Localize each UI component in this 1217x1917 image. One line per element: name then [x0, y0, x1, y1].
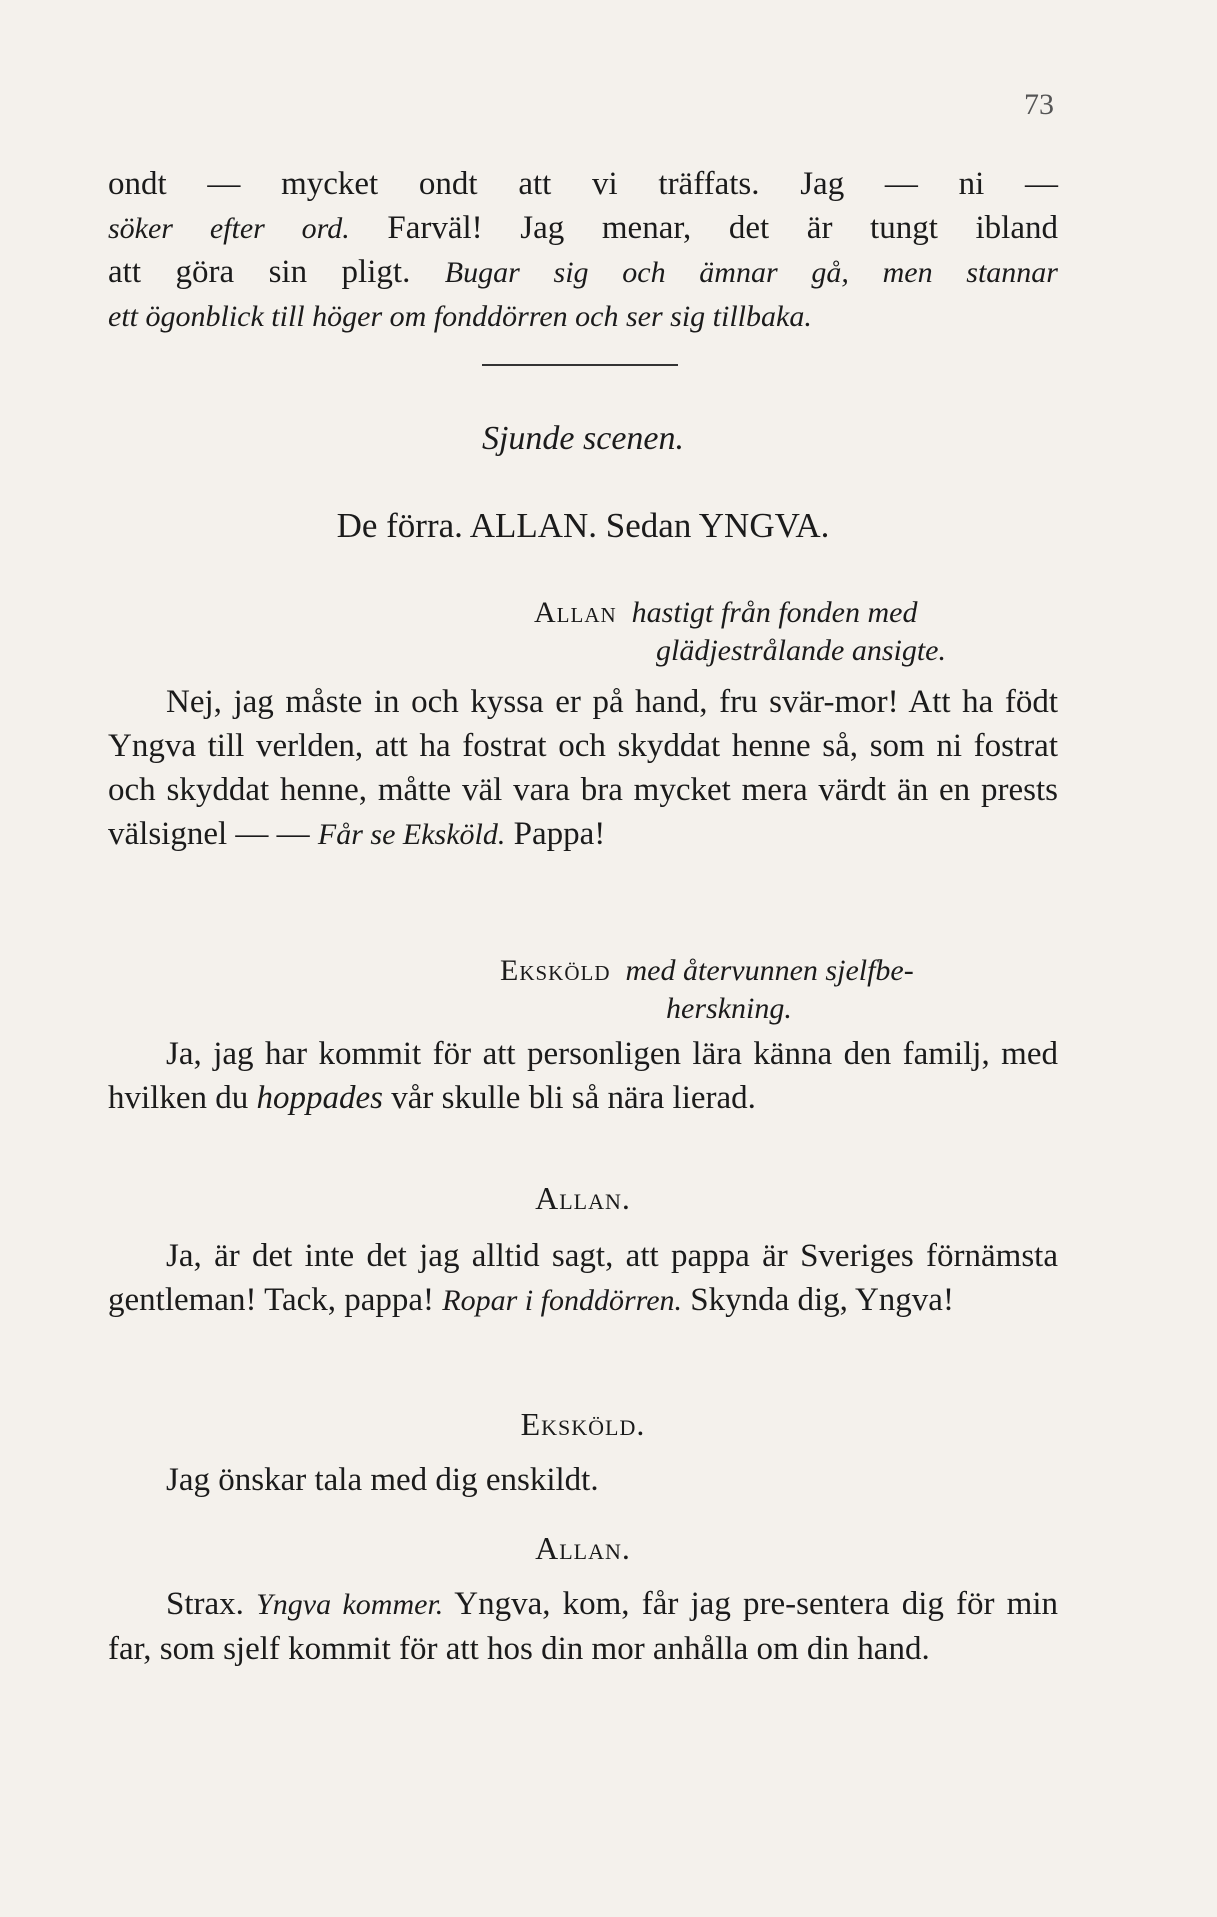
speaker-heading	[534, 594, 917, 632]
speaker-name: Allan	[534, 596, 617, 629]
book-page	[108, 88, 1058, 1868]
speaker-name: Allan.	[535, 1530, 631, 1566]
scene-title: Sjunde scenen.	[481, 420, 685, 457]
stage-direction: Ropar i fonddörren.	[442, 1284, 683, 1317]
dialogue-paragraph: Strax. Yngva kommer. Yngva, kom, får jag pre-sentera dig för min far, som sjelf kommit för att hos din mor anhålla om din hand.	[108, 1586, 1059, 1667]
dialogue-text: Farväl! Jag menar, det är tungt ibland	[349, 210, 1058, 246]
scene-divider	[482, 364, 678, 366]
dialogue-text: att göra sin pligt.	[108, 254, 445, 290]
speaker-name: Eksköld.	[520, 1406, 646, 1442]
dialogue-paragraph: Nej, jag måste in och kyssa er på hand, fru svär-mor! Att ha födt Yngva till verlden, att ha fostrat och skyddat henne så, som ni fostrat och skyddat henne, måtte väl vara bra mycket mera värdt än en prests välsignel — — Får se Ekskӧld. Pappa!	[108, 684, 1058, 852]
emphasis: hoppades	[256, 1080, 383, 1116]
opening-line-3	[108, 250, 1058, 295]
opening-line-2	[108, 206, 1058, 251]
stage-direction: ett ögonblick till höger om fonddörren och ser sig tillbaka.	[108, 300, 812, 333]
cast-list: De förra. ALLAN. Sedan YNGVA.	[336, 506, 830, 545]
opening-line-1: ondt — mycket ondt att vi träffats. Jag — ni —	[108, 166, 1058, 202]
stage-direction: Bugar sig och ämnar gå, men stannar	[444, 256, 1058, 289]
stage-direction-continued: glädjestrålande ansigte.	[656, 634, 946, 667]
stage-direction-continued: herskning.	[666, 992, 792, 1025]
stage-direction: Får se Ekskӧld.	[317, 818, 506, 851]
page-number: 73	[1024, 88, 1054, 121]
dialogue-paragraph: Ja, är det inte det jag alltid sagt, att pappa är Sveriges förnämsta gentleman! Tack, pappa! Ropar i fonddörren. Skynda dig, Yngva!	[108, 1238, 1058, 1318]
stage-direction: med återvunnen sjelfbe-	[625, 954, 914, 987]
speaker-name: Allan.	[535, 1180, 631, 1216]
speaker-heading	[500, 952, 914, 990]
stage-direction: söker efter ord.	[108, 212, 350, 245]
stage-direction: Yngva kommer.	[256, 1588, 444, 1621]
opening-line-4	[108, 294, 1058, 339]
speaker-name: Eksköld	[500, 954, 611, 987]
dialogue-paragraph: Ja, jag har kommit för att personligen lära känna den familj, med hvilken du hoppades vår skulle bli så nära lierad.	[108, 1036, 1058, 1116]
stage-direction: hastigt från fonden med	[631, 596, 918, 629]
dialogue-paragraph: Jag önskar tala med dig enskildt.	[166, 1462, 599, 1498]
